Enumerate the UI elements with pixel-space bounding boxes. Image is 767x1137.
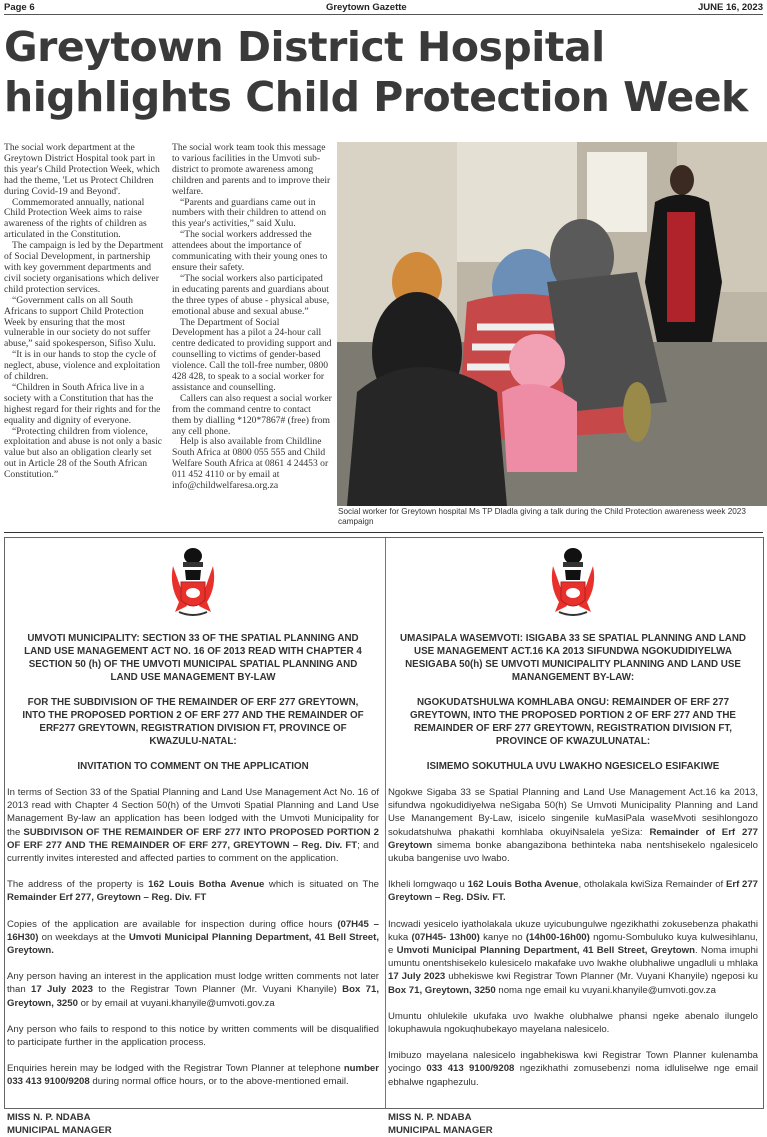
notice-paragraph xyxy=(7,1062,379,1088)
article-paragraph: Help is also available from Childline South Africa at 0800 055 555 and Child Welfare South Africa at 0861 4 24453 or 011 452 4110 or by email at info@childwelfaresa.org.za xyxy=(172,436,329,492)
notice-bold-text: Remainder of Erf 277 Greytown xyxy=(388,826,758,851)
signatory-title: MUNICIPAL MANAGER xyxy=(388,1125,493,1137)
notice-text: In terms of Section 33 of the Spatial Planning and Land Use Management Act No. 16 of 2013 read with Chapter 4 Section 50(h) of the Umvoti Spatial Planning and Land Use Management By-law an application has been lodged with the Umvoti Municipality for the xyxy=(7,787,379,838)
notice-heading: FOR THE SUBDIVISION OF THE REMAINDER OF ERF 277 GREYTOWN, INTO THE PROPOSED PORTION 2 OF ERF 277 AND THE REMAINDER OF ERF277 GREYTOWN, REGISTRATION DIVISION FT, PROVINCE OF KWAZULU-NATAL: xyxy=(22,697,364,747)
notice-bold-text: SUBDIVISON OF THE REMAINDER OF ERF 277 INTO PROPOSED PORTION 2 OF ERF 277 AND THE REMAINDER OF ERF 277, GREYTOWN – Reg. Div. FT xyxy=(7,826,379,851)
notice-text: Any person having an interest in the application must lodge written comments not later than xyxy=(7,971,379,996)
notice-text: Ngokwe Sigaba 33 se Spatial Planning and Land Use Management Act.16 ka 2013, sifundwa ngokudidiyelwa neSigaba 50(h) Se Umvoti Municipality Planning and Land Use Manangement By-Law, isicelo singenile kuMasiPala waseMvoti sesihlongozo sokudatshulwa phakathi komhlaba okuyiNsalela yeSiza: xyxy=(388,787,758,838)
notice-paragraph xyxy=(388,918,758,997)
notice-bold-text: 17 July 2023 xyxy=(31,984,93,996)
article-photo xyxy=(337,142,767,506)
notice-bold-text: 033 413 9100/9208 xyxy=(426,1063,515,1075)
notice-text: Enquiries herein may be lodged with the Registrar Town Planner at telephone xyxy=(7,1063,344,1075)
notice-paragraph xyxy=(7,1023,379,1049)
article-paragraph: The campaign is led by the Department of Social Development, in partnership with key government departments and civil society organisations which deliver child protection services. xyxy=(4,240,164,295)
notice-heading: NGOKUDATSHULWA KOMHLABA ONGU: REMAINDER OF ERF 277 GREYTOWN, INTO THE PROPOSED PORTION 2 OF ERF 277 AND THE REMAINDER OF ERF 277 GREYTOWN, REGISTRATION DIVISION FT, PROVINCE OF KWAZULUNATAL: xyxy=(410,697,736,747)
notice-bold-text: 162 Louis Botha Avenue xyxy=(467,879,579,891)
notice-paragraph xyxy=(388,1010,758,1036)
notice-bold-text: (07H45- 13h00) xyxy=(411,931,480,943)
notice-heading: UMASIPALA WASEMVOTI: ISIGABA 33 SE SPATIAL PLANNING AND LAND USE MANAGEMENT ACT.16 KA 2013 SIFUNDWA NGOKUDIDIYELWA NESIGABA 50(h) SE UMVOTI MUNICIPALITY PLANNING AND LAND USE MANANGEMENT BY-LAW: xyxy=(400,633,746,683)
notice-bold-text: 162 Louis Botha Avenue xyxy=(148,879,265,891)
page-number: Page 6 xyxy=(4,2,35,13)
notice-text: Any person who fails to respond to this notice by written comments will be disqualified to participate further in the application process. xyxy=(7,1023,379,1049)
notice-text: Copies of the application are available for inspection during office hours xyxy=(7,918,338,930)
article-paragraph: Callers can also request a social worker from the command centre to contact them by dialling *120*7867# (free) from any cell phone. xyxy=(172,392,332,437)
article-paragraph: “Protecting children from violence, exploitation and abuse is not only a basic value but also an obligation clearly set out in Article 28 of the South African Constitution.” xyxy=(4,425,162,481)
notice-text: noma nge email ku vuyani.khanyile@umvoti.gov.za xyxy=(495,984,716,996)
newspaper-name: Greytown Gazette xyxy=(325,2,407,13)
issue-date: JUNE 16, 2023 xyxy=(698,2,763,13)
article-paragraph: “The social workers addressed the attendees about the importance of communicating with their young ones to ensure their safety. xyxy=(172,229,328,273)
article-paragraph: “The social workers also participated in educating parents and guardians about the three types of abuse - physical abuse, emotional abuse and sexual abuse.” xyxy=(172,272,330,317)
notice-text: ; and currently invites interested and affected parties to comment on the application. xyxy=(7,839,379,865)
notice-text: , otholakala kwiSiza Remainder of xyxy=(578,879,726,891)
notice-text: Incwadi yesicelo iyatholakala ukuze uyicubungulwe ngezikhathi zokusebenza phakathi kuka xyxy=(388,918,758,943)
notice-column-divider xyxy=(385,538,386,1108)
notice-text: on weekdays at the xyxy=(38,931,129,943)
article-headline: Greytown District Hospital highlights Child Protection Week xyxy=(4,23,748,121)
notice-heading: INVITATION TO COMMENT ON THE APPLICATION xyxy=(77,761,309,772)
section-divider xyxy=(4,532,763,533)
notice-text: ngomu-Sombuluko kuya kulwesihlanu, e xyxy=(388,931,758,957)
notice-english xyxy=(7,538,379,1137)
notice-bold-text: Box 71, Greytown, 3250 xyxy=(388,984,496,996)
signatory-name: MISS N. P. NDABA xyxy=(7,1111,91,1123)
notice-text: during normal office hours, or to the above-mentioned email. xyxy=(89,1076,349,1088)
notice-text: or by email at vuyani.khanyile@umvoti.gov.za xyxy=(77,997,275,1009)
article-paragraph: Commemorated annually, national Child Protection Week aims to raise awareness of the rights of children as articulated in the Constitution. xyxy=(4,196,147,241)
notice-heading: ISIMEMO SOKUTHULA UVU LWAKHO NGESICELO ESIFAKIWE xyxy=(426,761,720,772)
article-paragraph: The Department of Social Development has a pilot a 24-hour call centre dedicated to providing support and counselling to victims of gender-based violence. Call the toll-free number, 0800 428 428, to speak to a social worker for assistance and counselling. xyxy=(172,316,332,393)
photo-social-worker-talk xyxy=(337,142,767,506)
notice-heading: UMVOTI MUNICIPALITY: SECTION 33 OF THE SPATIAL PLANNING AND LAND USE MANAGEMENT ACT NO. 16 OF 2013 READ WITH CHAPTER 4 SECTION 50 (h) OF THE UMVOTI MUNICIPAL SPATIAL PLANNING AND LAND USE MANAGEMENT BY-LAW xyxy=(24,633,362,683)
umvoti-municipality-crest-icon xyxy=(547,546,599,620)
notice-bold-text: Erf 277 Greytown – Reg. DSiv. FT. xyxy=(388,879,758,904)
notice-text: ngezikhathi zomusebenzi noma idluliselwe nge email ebhalwe ngaphezulu. xyxy=(388,1063,758,1088)
notice-text: . Noma imuphi umuntu onentshisekelo kulesicelo makafake uvo lwakhe olubhaliwe ungadluli u mhlaka xyxy=(388,945,758,970)
notice-bold-text: Umvoti Municipal Planning Department, 41 Bell Street, Greytown xyxy=(396,945,695,957)
public-notice xyxy=(4,537,764,1137)
notice-text: Umuntu ohlulekile ukufaka uvo lwakhe olubhalwe phansi ngeke abenalo ilungelo lokuphawula ngokuqhubekayo mayelana nalesicelo. xyxy=(388,1010,758,1036)
notice-text: kanye no xyxy=(479,931,526,943)
notice-text: which is situated on The xyxy=(264,879,379,891)
photo-caption: Social worker for Greytown hospital Ms TP Dladla giving a talk during the Child Protection awareness week 2023 campaign xyxy=(338,507,746,526)
notice-isizulu xyxy=(388,538,758,1137)
article-paragraph: “Government calls on all South Africans to support Child Protection Week by ensuring that the most vulnerable in our society do not suffer abuse,” said spokesperson, Sifiso Xulu. xyxy=(4,294,156,350)
article-column-1 xyxy=(4,143,164,481)
notice-bold-text: Remainder Erf 277, Greytown – Reg. Div. FT xyxy=(7,892,207,904)
notice-bold-text: number 033 413 9100/9208 xyxy=(7,1063,379,1088)
notice-text: simema bonke abangazibona bethinteka naba nentshisekelo ngalesicelo ukuba bangenise uvo lwabo. xyxy=(388,839,758,865)
notice-paragraph xyxy=(7,918,379,958)
notice-bold-text: Umvoti Municipal Planning Department, 41 Bell Street, Greytown. xyxy=(7,931,380,957)
article-paragraph: The social work team took this message to various facilities in the Umvoti sub-district to promote awareness among children and parents and to improve their welfare. xyxy=(172,142,331,197)
notice-paragraph xyxy=(388,786,758,865)
signatory-name: MISS N. P. NDABA xyxy=(388,1111,472,1123)
notice-paragraph xyxy=(388,1049,758,1089)
notice-bold-text: (14h00-16h00) xyxy=(525,931,590,943)
signatory-title: MUNICIPAL MANAGER xyxy=(7,1124,112,1136)
notice-paragraph xyxy=(7,970,379,1010)
article-paragraph: “Children in South Africa live in a society with a Constitution that has the highest regard for their rights and for the equality and dignity of everyone. xyxy=(4,381,161,426)
notice-text: Imibuzo mayelana nalesicelo ingabhekiswa kwi Registrar Town Planner kulenamba yocingo xyxy=(388,1050,758,1075)
notice-bold-text: (07H45 – 16H30) xyxy=(7,918,379,943)
umvoti-municipality-crest-icon xyxy=(167,546,219,620)
notice-bold-text: Box 71, Greytown, 3250 xyxy=(7,984,379,1009)
article-paragraph: “It is in our hands to stop the cycle of neglect, abuse, violence and exploitation of children. xyxy=(4,349,161,383)
notice-paragraph xyxy=(7,878,379,904)
notice-paragraph xyxy=(7,786,379,865)
notice-text: The address of the property is xyxy=(7,879,149,891)
article-column-2 xyxy=(172,143,332,492)
notice-paragraph xyxy=(388,878,758,904)
notice-bold-text: 17 July 2023 xyxy=(388,971,446,983)
notice-text: ubhekiswe kwi Registrar Town Planner (Mr. Vuyani Khanyile) ngeposi ku xyxy=(445,971,759,983)
notice-text: Ikheli lomgwaqo u xyxy=(388,879,468,891)
page-header xyxy=(4,2,763,15)
notice-text: to the Registrar Town Planner (Mr. Vuyani Khanyile) xyxy=(92,984,343,996)
article-paragraph: The social work department at the Greytown District Hospital took part in this year's Child Protection Week, which had the theme, 'Let us Protect Children during Covid-19 and Beyond'. xyxy=(4,142,160,197)
article-paragraph: “Parents and guardians came out in numbers with their children to attend on this year's activities,” said Xulu. xyxy=(172,196,326,230)
